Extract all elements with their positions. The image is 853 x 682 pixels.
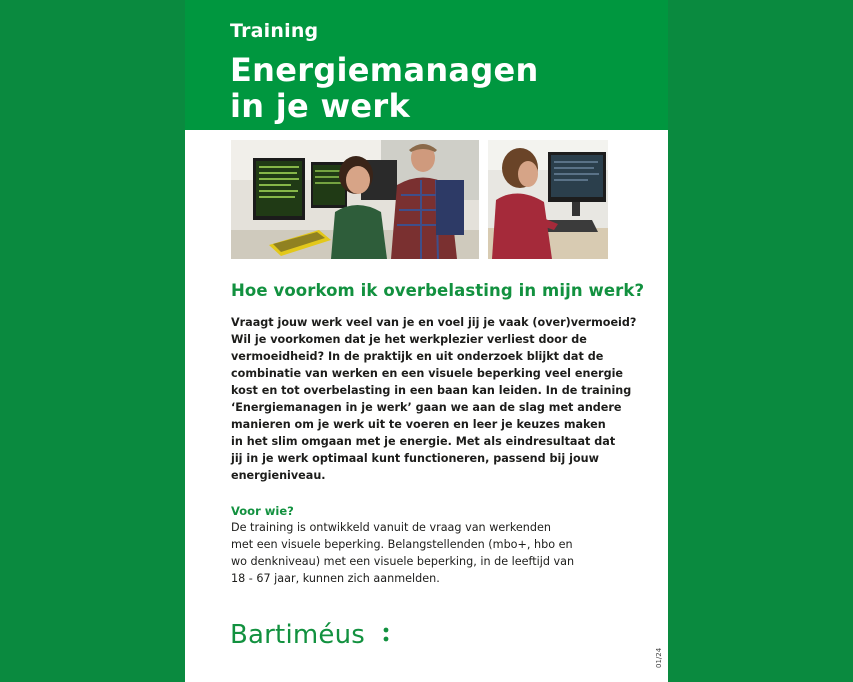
- intro-line: kost en tot overbelasting in een baan kan leiden. In de training: [231, 384, 632, 397]
- photo-colleagues-at-desk: [231, 140, 479, 259]
- document-code: 01/24: [655, 647, 663, 668]
- intro-line: manieren om je werk uit te voeren en leer je keuzes maken: [231, 418, 606, 431]
- intro-line: energieniveau.: [231, 469, 326, 482]
- audience-line: met een visuele beperking. Belangstellenden (mbo+, hbo en: [231, 538, 573, 551]
- intro-line: ‘Energiemanagen in je werk’ gaan we aan de slag met andere: [231, 401, 622, 414]
- intro-line: in het slim omgaan met je energie. Met als eindresultaat dat: [231, 435, 616, 448]
- section-heading: Hoe voorkom ik overbelasting in mijn werk?: [231, 281, 645, 300]
- header-banner: [185, 0, 668, 130]
- logo-colon-mark: [383, 626, 389, 644]
- kicker-label: Training: [230, 20, 319, 42]
- intro-line: Vraagt jouw werk veel van je en voel jij je vaak (over)vermoeid?: [231, 316, 637, 329]
- title-line-2: in je werk: [230, 87, 411, 125]
- intro-paragraph: [231, 314, 641, 484]
- photo-woman-at-computer: [488, 140, 608, 259]
- audience-heading: Voor wie?: [231, 504, 294, 518]
- audience-line: De training is ontwikkeld vanuit de vraag van werkenden: [231, 521, 551, 534]
- intro-line: jij in je werk optimaal kunt functioneren, passend bij jouw: [231, 452, 599, 465]
- intro-line: vermoeidheid? In de praktijk en uit onderzoek blijkt dat de: [231, 350, 604, 363]
- bartimeus-logo: Bartiméus: [230, 620, 366, 650]
- title-line-1: Energiemanagen: [230, 51, 539, 89]
- audience-line: wo denkniveau) met een visuele beperking, in de leeftijd van: [231, 555, 575, 568]
- intro-line: Wil je voorkomen dat je het werkplezier verliest door de: [231, 333, 587, 346]
- intro-line: combinatie van werken en een visuele beperking veel energie: [231, 367, 623, 380]
- flyer-page: [185, 0, 668, 682]
- audience-line: 18 - 67 jaar, kunnen zich aanmelden.: [231, 572, 440, 585]
- page-title: [230, 52, 650, 124]
- audience-paragraph: [231, 519, 641, 587]
